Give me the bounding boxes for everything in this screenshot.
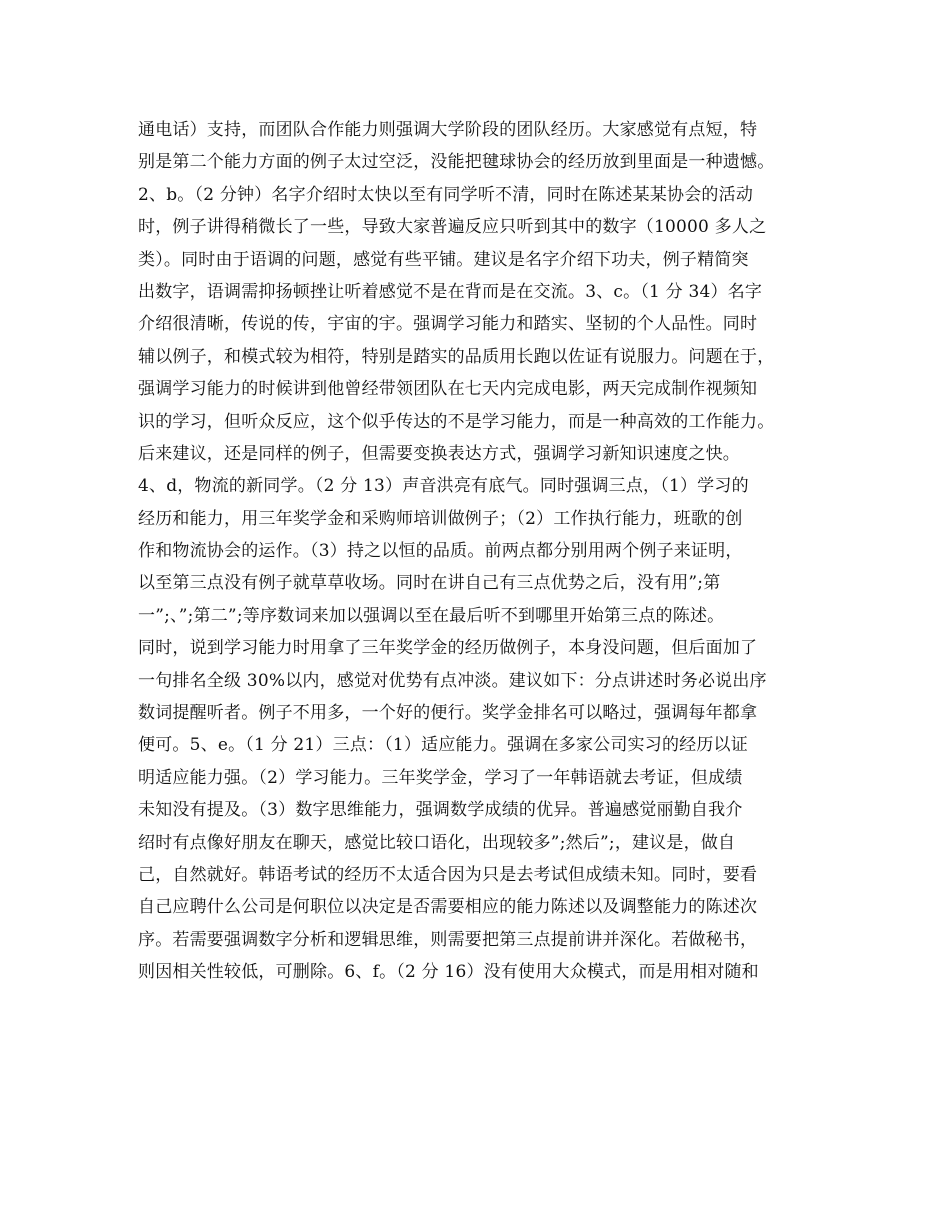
text-line: 辅以例子，和模式较为相符，特别是踏实的品质用长跑以佐证有说服力。问题在于， [138,346,775,367]
text-line: 强调学习能力的时候讲到他曾经带领团队在七天内完成电影，两天完成制作视频知 [138,379,758,400]
text-line: 时，例子讲得稍微长了一些，导致大家普遍反应只听到其中的数字（10000 多人之 [138,217,767,238]
text-line: 类）。同时由于语调的问题，感觉有些平铺。建议是名字介绍下功夫，例子精简突 [138,249,749,270]
text-line: 通电话）支持，而团队合作能力则强调大学阶段的团队经历。大家感觉有点短，特 [138,120,758,140]
text-line: 则因相关性较低，可删除。6、f。（2 分 16）没有使用大众模式，而是用相对随和 [138,962,759,983]
text-line: 经历和能力，用三年奖学金和采购师培训做例子；（2）工作执行能力，班歌的创 [138,508,743,529]
text-line: 别是第二个能力方面的例子太过空泛，没能把毽球协会的经历放到里面是一种遗憾。 [138,152,775,173]
text-line: 介绍很清晰，传说的传，宇宙的宇。强调学习能力和踏实、坚韧的个人品性。同时 [138,314,758,335]
text-line: 2、b。（2 分钟）名字介绍时太快以至有同学听不清，同时在陈述某某协会的活动 [138,184,754,205]
text-line: 一句排名全级 30%以内，感觉对优势有点冲淡。建议如下：分点讲述时务必说出序 [138,670,767,691]
text-line: 识的学习，但听众反应，这个似乎传达的不是学习能力，而是一种高效的工作能力。 [138,411,775,432]
text-line: 以至第三点没有例子就草草收场。同时在讲自己有三点优势之后，没有用”;第 [138,573,721,594]
text-line: 未知没有提及。（3）数字思维能力，强调数学成绩的优异。普遍感觉丽勤自我介 [138,800,743,821]
text-line: 同时，说到学习能力时用拿了三年奖学金的经历做例子，本身没问题，但后面加了 [138,638,758,659]
text-line: 数词提醒听者。例子不用多，一个好的便行。奖学金排名可以略过，强调每年都拿 [138,703,758,724]
text-line: 作和物流协会的运作。（3）持之以恒的品质。前两点都分别用两个例子来证明， [138,541,743,562]
text-line: 序。若需要强调数字分析和逻辑思维，则需要把第三点提前讲并深化。若做秘书， [138,929,758,950]
body-text [138,114,818,989]
text-line: 己，自然就好。韩语考试的经历不太适合因为只是去考试但成绩未知。同时，要看 [138,864,758,885]
text-line: 后来建议，还是同样的例子，但需要变换表达方式，强调学习新知识速度之快。 [138,443,740,464]
text-line: 出数字，语调需抑扬顿挫让听着感觉不是在背而是在交流。3、c。（1 分 34）名字 [138,281,763,302]
text-line: 绍时有点像好朋友在聊天，感觉比较口语化，出现较多”;然后”;，建议是，做自 [138,832,736,853]
text-line: 自己应聘什么公司是何职位以决定是否需要相应的能力陈述以及调整能力的陈述次 [138,897,758,918]
text-line: 4、d，物流的新同学。（2 分 13）声音洪亮有底气。同时强调三点，（1）学习的 [138,476,749,497]
text-line: 便可。5、e。（1 分 21）三点：（1）适应能力。强调在多家公司实习的经历以证 [138,735,748,756]
text-line: 明适应能力强。（2）学习能力。三年奖学金，学习了一年韩语就去考证，但成绩 [138,767,743,788]
text-line: 一”;、”;第二”;等序数词来加以强调以至在最后听不到哪里开始第三点的陈述。 [138,605,725,626]
